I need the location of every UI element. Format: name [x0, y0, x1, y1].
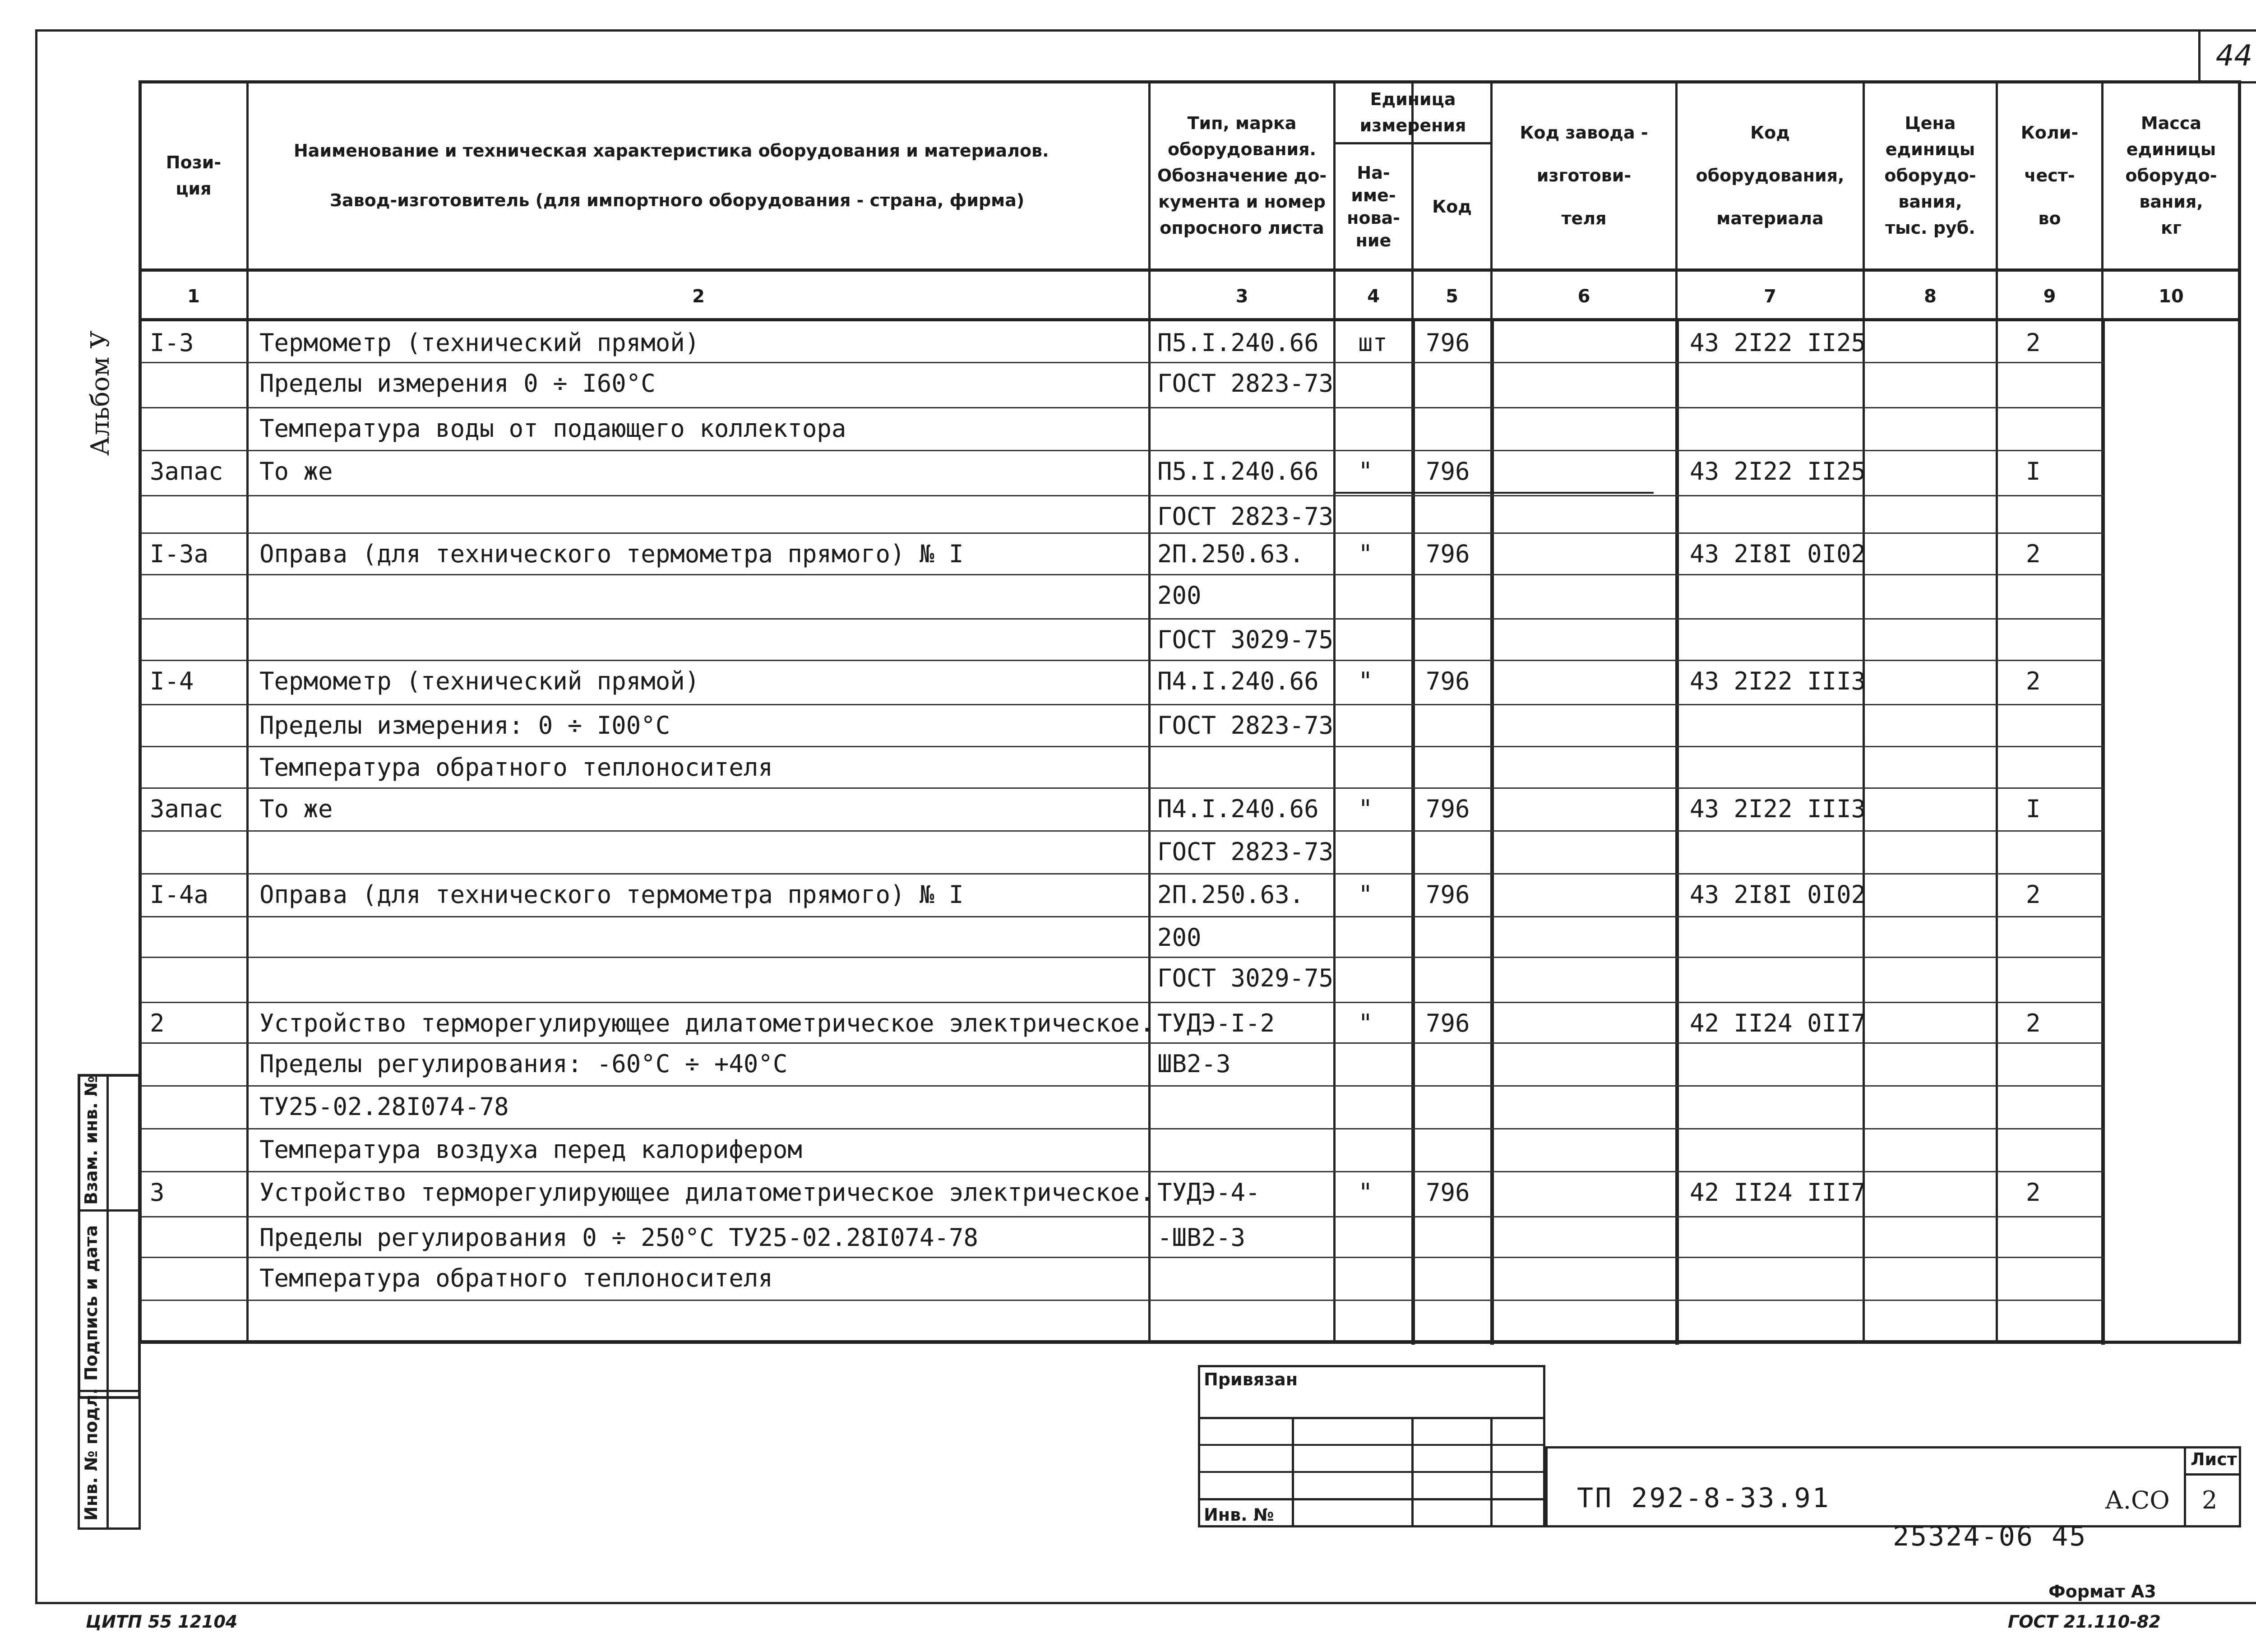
- cell-qty: 2: [2026, 329, 2041, 357]
- col-num-4: 4: [1367, 286, 1380, 307]
- cell-name: Пределы регулирования 0 ÷ 250°C ТУ25-02.28I074-78: [259, 1223, 979, 1252]
- cell-mat: 42 II24 III7: [1690, 1178, 1866, 1207]
- col-num-9: 9: [2043, 286, 2056, 307]
- row-divider: [141, 1300, 2103, 1301]
- header-mass: Масса единицы оборудо- вания, кг: [2125, 113, 2217, 238]
- cell-qty: 2: [2026, 1009, 2041, 1037]
- cell-code: 796: [1426, 1178, 1470, 1207]
- cell-mat: 43 2I22 II25: [1690, 457, 1866, 486]
- cell-pos: 3: [150, 1178, 165, 1207]
- bound-title: Привязан: [1204, 1370, 1298, 1389]
- header-material-code: Код оборудования, материала: [1696, 122, 1845, 228]
- stamp-label-inv: Инв. № подл.: [81, 1388, 101, 1521]
- cell-qty: 2: [2026, 540, 2041, 568]
- row-divider: [141, 1171, 2103, 1172]
- header-factory-code: Код завода - изготови- теля: [1520, 122, 1648, 228]
- row-divider: [141, 1042, 2103, 1044]
- cell-code: 796: [1426, 329, 1470, 357]
- cell-type: ГОСТ 2823-73: [1157, 838, 1334, 866]
- cell-mat: 43 2I22 III3: [1690, 667, 1866, 695]
- cell-name: Температура воды от подающего коллектора: [259, 414, 846, 443]
- cell-unit: шт: [1358, 329, 1388, 357]
- cell-pos: I-3: [150, 329, 194, 357]
- cell-type: 2П.250.63.: [1157, 880, 1304, 909]
- cell-type: ТУДЭ-4-: [1157, 1178, 1260, 1207]
- cell-type: ГОСТ 2823-73: [1157, 369, 1334, 398]
- row-divider: [141, 830, 2103, 832]
- cell-type: П4.I.240.66: [1157, 667, 1319, 695]
- header-price: Цена единицы оборудо- вания, тыс. руб.: [1884, 113, 1976, 238]
- cell-name: Температура обратного теплоносителя: [259, 753, 773, 782]
- cell-pos: I-4: [150, 667, 194, 695]
- cell-name: Температура обратного теплоносителя: [259, 1264, 773, 1292]
- col-num-3: 3: [1235, 286, 1248, 307]
- cell-mat: 43 2I22 III3: [1690, 795, 1866, 823]
- header-unit-name: На- име- нова- ние: [1347, 162, 1400, 250]
- format-label: Формат А3: [2048, 1582, 2156, 1601]
- row-divider: [141, 873, 2103, 875]
- bound-block: [1198, 1365, 1545, 1527]
- cell-name: Пределы регулирования: -60°C ÷ +40°C: [259, 1050, 788, 1078]
- row-divider: [141, 1216, 2103, 1217]
- row-divider: [141, 704, 2103, 705]
- row-divider: [141, 916, 2103, 917]
- sheet-number: 2: [2202, 1486, 2218, 1514]
- cell-name: ТУ25-02.28I074-78: [259, 1092, 509, 1121]
- cell-unit: ": [1358, 540, 1373, 568]
- header-qty: Коли- чест- во: [2020, 122, 2079, 228]
- bound-inv: Инв. №: [1204, 1505, 1274, 1525]
- header-unit: Единица измерения: [1359, 89, 1466, 135]
- row-divider: [141, 660, 2103, 661]
- cell-mat: 43 2I8I 0I02: [1690, 540, 1866, 568]
- cell-unit: ": [1358, 795, 1373, 823]
- row-divider: [141, 450, 2103, 451]
- cell-name: Оправа (для технического термометра прямого) № I: [259, 880, 964, 909]
- cell-type: ШВ2-3: [1157, 1050, 1231, 1078]
- cell-pos: Запас: [150, 795, 223, 823]
- row-divider: [141, 532, 2103, 534]
- cell-mat: 43 2I8I 0I02: [1690, 880, 1866, 909]
- cell-name: То же: [259, 795, 333, 823]
- header-unit-code: Код: [1432, 196, 1472, 217]
- cell-name: Оправа (для технического термометра прямого) № I: [259, 540, 964, 568]
- cell-name: Пределы измерения: 0 ÷ I00°C: [259, 711, 670, 740]
- cell-name: То же: [259, 457, 333, 486]
- cell-unit: ": [1358, 880, 1373, 909]
- cell-type: ГОСТ 3029-75: [1157, 964, 1334, 992]
- cell-type: 200: [1157, 923, 1202, 952]
- cell-qty: 2: [2026, 1178, 2041, 1207]
- row-divider: [141, 1128, 2103, 1129]
- col-num-8: 8: [1924, 286, 1937, 307]
- col-num-1: 1: [187, 286, 200, 307]
- cell-code: 796: [1426, 457, 1470, 486]
- cell-unit: ": [1358, 1178, 1373, 1207]
- cell-code: 796: [1426, 1009, 1470, 1037]
- row-divider: [141, 1002, 2103, 1003]
- row-divider: [141, 407, 2103, 408]
- cell-type: ТУДЭ-I-2: [1157, 1009, 1275, 1037]
- row-divider: [141, 362, 2103, 363]
- doc-stage: А.СО: [2105, 1486, 2170, 1514]
- cell-type: ГОСТ 2823-73: [1157, 502, 1334, 531]
- cell-mat: 43 2I22 II25: [1690, 329, 1866, 357]
- cell-name: Термометр (технический прямой): [259, 329, 700, 357]
- row-divider: [141, 787, 2103, 789]
- cell-unit: ": [1358, 1009, 1373, 1037]
- header-name: Наименование и техническая характеристика оборудования и материалов. Завод-изготовитель (для импортного оборудования - страна, фирма): [294, 141, 1049, 210]
- header-type: Тип, марка оборудования. Обозначение до- кумента и номер опросного листа: [1157, 113, 1327, 238]
- sheet-label: Лист: [2191, 1449, 2237, 1469]
- cell-pos: I-3а: [150, 540, 209, 568]
- cell-unit: ": [1358, 667, 1373, 695]
- cell-type: ГОСТ 2823-73: [1157, 711, 1334, 740]
- cell-code: 796: [1426, 880, 1470, 909]
- cell-type: -ШВ2-3: [1157, 1223, 1246, 1252]
- cell-qty: I: [2026, 795, 2041, 823]
- archive-number: 25324-06 45: [1893, 1521, 2087, 1552]
- col-num-2: 2: [692, 286, 705, 307]
- col-num-6: 6: [1577, 286, 1590, 307]
- cell-name: Термометр (технический прямой): [259, 667, 700, 695]
- cell-name: Температура воздуха перед калорифером: [259, 1135, 802, 1164]
- stamp-label-sign: Подпись и дата: [81, 1225, 101, 1381]
- col-num-10: 10: [2159, 286, 2184, 307]
- cell-type: П5.I.240.66: [1157, 457, 1319, 486]
- document-code: ТП 292-8-33.91: [1577, 1482, 1831, 1514]
- col-num-7: 7: [1764, 286, 1776, 307]
- cell-type: 200: [1157, 581, 1202, 610]
- cell-qty: 2: [2026, 880, 2041, 909]
- stamp-label-replace: Взам. инв. №: [81, 1076, 101, 1205]
- cell-qty: 2: [2026, 667, 2041, 695]
- row-divider: [141, 1257, 2103, 1258]
- cell-name: Устройство терморегулирующее дилатометрическое электрическое.: [259, 1009, 1155, 1037]
- cell-name: Пределы измерения 0 ÷ I60°C: [259, 369, 656, 398]
- cell-code: 796: [1426, 667, 1470, 695]
- row-divider: [141, 957, 2103, 958]
- footer-right: ГОСТ 21.110-82: [2008, 1612, 2161, 1632]
- row-divider: [141, 574, 2103, 575]
- cell-type: ГОСТ 3029-75: [1157, 625, 1334, 654]
- cell-mat: 42 II24 0II7: [1690, 1009, 1866, 1037]
- footer-left: ЦИТП 55 12104: [86, 1612, 238, 1632]
- header-position: Пози- ция: [166, 153, 222, 199]
- cell-code: 796: [1426, 540, 1470, 568]
- cell-type: П5.I.240.66: [1157, 329, 1319, 357]
- side-label: Альбом У: [86, 330, 115, 456]
- cell-type: 2П.250.63.: [1157, 540, 1304, 568]
- cell-pos: Запас: [150, 457, 223, 486]
- row-divider: [141, 618, 2103, 620]
- cell-qty: I: [2026, 457, 2041, 486]
- cell-pos: I-4а: [150, 880, 209, 909]
- cell-type: П4.I.240.66: [1157, 795, 1319, 823]
- row-divider: [141, 495, 2103, 496]
- page-number: 44: [2198, 29, 2256, 83]
- cell-unit: ": [1358, 457, 1373, 486]
- row-divider: [141, 746, 2103, 747]
- row-divider: [141, 1085, 2103, 1087]
- cell-code: 796: [1426, 795, 1470, 823]
- col-num-5: 5: [1446, 286, 1458, 307]
- cell-name: Устройство терморегулирующее дилатометрическое электрическое.: [259, 1178, 1155, 1207]
- cell-pos: 2: [150, 1009, 165, 1037]
